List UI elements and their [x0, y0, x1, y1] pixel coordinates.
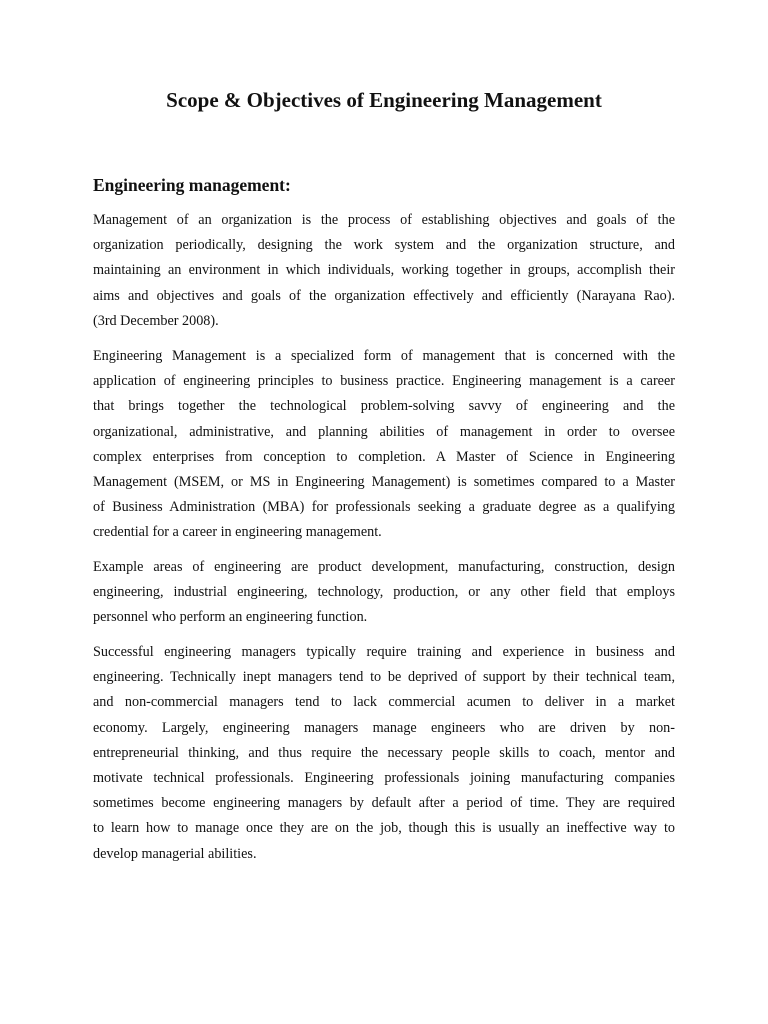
paragraph-line: engineering, industrial engineering, technology, production, or any other field that employs [93, 584, 675, 601]
paragraph-line: organizational, administrative, and planning abilities of management in order to oversee [93, 423, 675, 440]
paragraph-line: sometimes become engineering managers by default after a period of time. They are required [93, 795, 675, 812]
paragraph-line: maintaining an environment in which individuals, working together in groups, accomplish their [93, 262, 675, 279]
paragraph-3 [93, 555, 675, 631]
paragraph-line: entrepreneurial thinking, and thus require the necessary people skills to coach, mentor and [93, 744, 675, 761]
paragraph-line: motivate technical professionals. Engineering professionals joining manufacturing companies [93, 770, 675, 787]
paragraph-line: aims and objectives and goals of the organization effectively and efficiently (Narayana Rao). [93, 287, 675, 304]
paragraph-line: Engineering Management is a specialized form of management that is concerned with the [93, 348, 675, 364]
paragraph-line: (3rd December 2008). [93, 312, 219, 329]
paragraph-line: complex enterprises from conception to completion. A Master of Science in Engineering [93, 448, 675, 465]
paragraph-line: engineering. Technically inept managers tend to be deprived of support by their technical team, [93, 669, 675, 686]
paragraph-line: credential for a career in engineering management. [93, 524, 382, 541]
page-title: Scope & Objectives of Engineering Management [166, 88, 602, 112]
section-heading: Engineering management: [93, 175, 291, 195]
paragraph-line: and non-commercial managers tend to lack commercial acumen to deliver in a market [93, 694, 675, 711]
paragraph-1 [93, 208, 675, 334]
paragraph-line: to learn how to manage once they are on the job, though this is usually an ineffective way to [93, 820, 675, 837]
paragraph-line: of Business Administration (MBA) for professionals seeking a graduate degree as a qualifying [93, 499, 675, 516]
paragraph-4 [93, 640, 675, 867]
paragraph-line: Successful engineering managers typically require training and experience in business and [93, 644, 675, 660]
paragraph-line: organization periodically, designing the work system and the organization structure, and [93, 237, 675, 254]
paragraph-line: Management of an organization is the process of establishing objectives and goals of the [93, 212, 675, 228]
paragraph-line: personnel who perform an engineering function. [93, 609, 368, 626]
paragraph-line: Management (MSEM, or MS in Engineering Management) is sometimes compared to a Master [93, 474, 675, 491]
paragraph-line: economy. Largely, engineering managers manage engineers who are driven by non- [93, 719, 675, 736]
paragraph-line: application of engineering principles to business practice. Engineering management is a career [93, 373, 675, 390]
paragraph-line: develop managerial abilities. [93, 845, 257, 862]
paragraph-2 [93, 344, 675, 546]
paragraph-line: Example areas of engineering are product development, manufacturing, construction, design [93, 559, 675, 575]
paragraph-line: that brings together the technological problem-solving savvy of engineering and the [93, 398, 675, 415]
